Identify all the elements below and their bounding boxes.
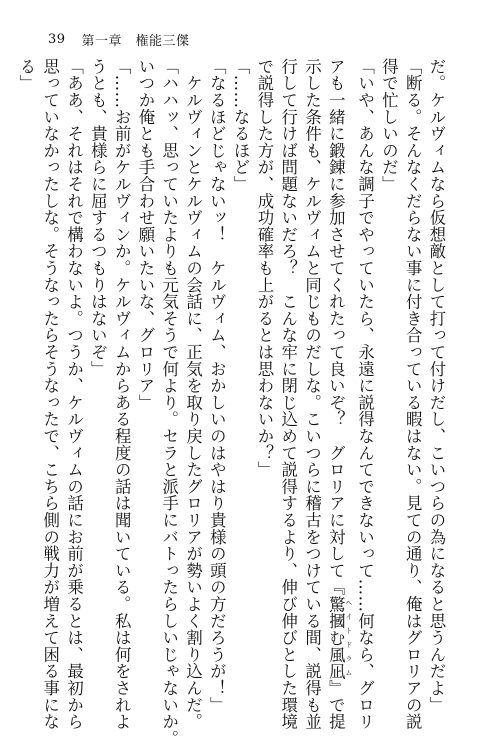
text-line: 思っていなかったしな。そうなったらそうなったで、こちら側の戦力が増えて困る事にな bbox=[40, 58, 60, 730]
text-line: 「……なるほど」 bbox=[231, 58, 251, 193]
body-text bbox=[16, 58, 448, 747]
ruby-reading: ヘイトドラム bbox=[344, 595, 353, 680]
text-line: 「ああ、それはそれで構わないよ。つうか、ケルヴィムの話にお前が乗るとは、最初から bbox=[64, 58, 84, 730]
page-number: 39 bbox=[48, 31, 66, 47]
ruby-term bbox=[326, 595, 353, 680]
text-line: 「ハハッ、思っていたよりも元気そうで何より。セラと派手にバトったらしいじゃないか。 bbox=[159, 58, 179, 747]
text-line: 「……お前がケルヴィンか。ケルヴィムからある程度の話は聞いている。私は何をされよ bbox=[112, 58, 132, 730]
text-line-part-before-ruby: アも一緒に鍛錬に参加させてくれたって良いぞ？ グロリアに対して『 bbox=[326, 58, 346, 596]
running-header bbox=[48, 28, 190, 50]
text-line: いつか俺とも手合わせ願いたいな、グロリア」 bbox=[135, 58, 155, 411]
text-line: 「なるほどじゃないッ！ ケルヴィム、おかしいのはやはり貴様の頭の方だろうが！」 bbox=[207, 58, 227, 714]
text-line-part-after-ruby: 』で提 bbox=[326, 679, 346, 731]
ruby-base: 驚摑む風凪 bbox=[326, 595, 346, 680]
text-line: 得で忙しいのだ」 bbox=[379, 58, 399, 193]
chapter-title: 第一章 権能三傑 bbox=[81, 33, 190, 49]
text-line: 「いや、あんな調子でやっていたら、永遠に説得なんてできないって……何なら、グロリ bbox=[355, 58, 375, 730]
text-line: だ。ケルヴィムなら仮想敵として打って付けだし、こいつらの為になると思うんだよ」 bbox=[427, 58, 446, 714]
text-line: で説得した方が、成功確率も上がるとは思わないか？」 bbox=[254, 58, 274, 478]
text-line: ケルヴィンとケルヴィムの会話に、正気を取り戻したグロリアが勢いよく割り込んだ。 bbox=[183, 58, 203, 730]
text-line-with-ruby bbox=[324, 58, 353, 731]
text-line: 「断る。そんなくだらない事に付き合っている暇はない。見ての通り、俺はグロリアの説 bbox=[403, 58, 423, 730]
text-line: る」 bbox=[16, 58, 36, 92]
text-line: 行して行けば問題ないだろ？ こんな牢に閉じ込めて説得するより、伸び伸びとした環境 bbox=[278, 58, 298, 730]
text-line: 示した条件も、ケルヴィムと同じものだしな。こいつらに稽古をつけている間、説得も並 bbox=[302, 58, 322, 730]
text-line: うとも、貴様らに屈するつもりはないぞ」 bbox=[88, 58, 108, 378]
